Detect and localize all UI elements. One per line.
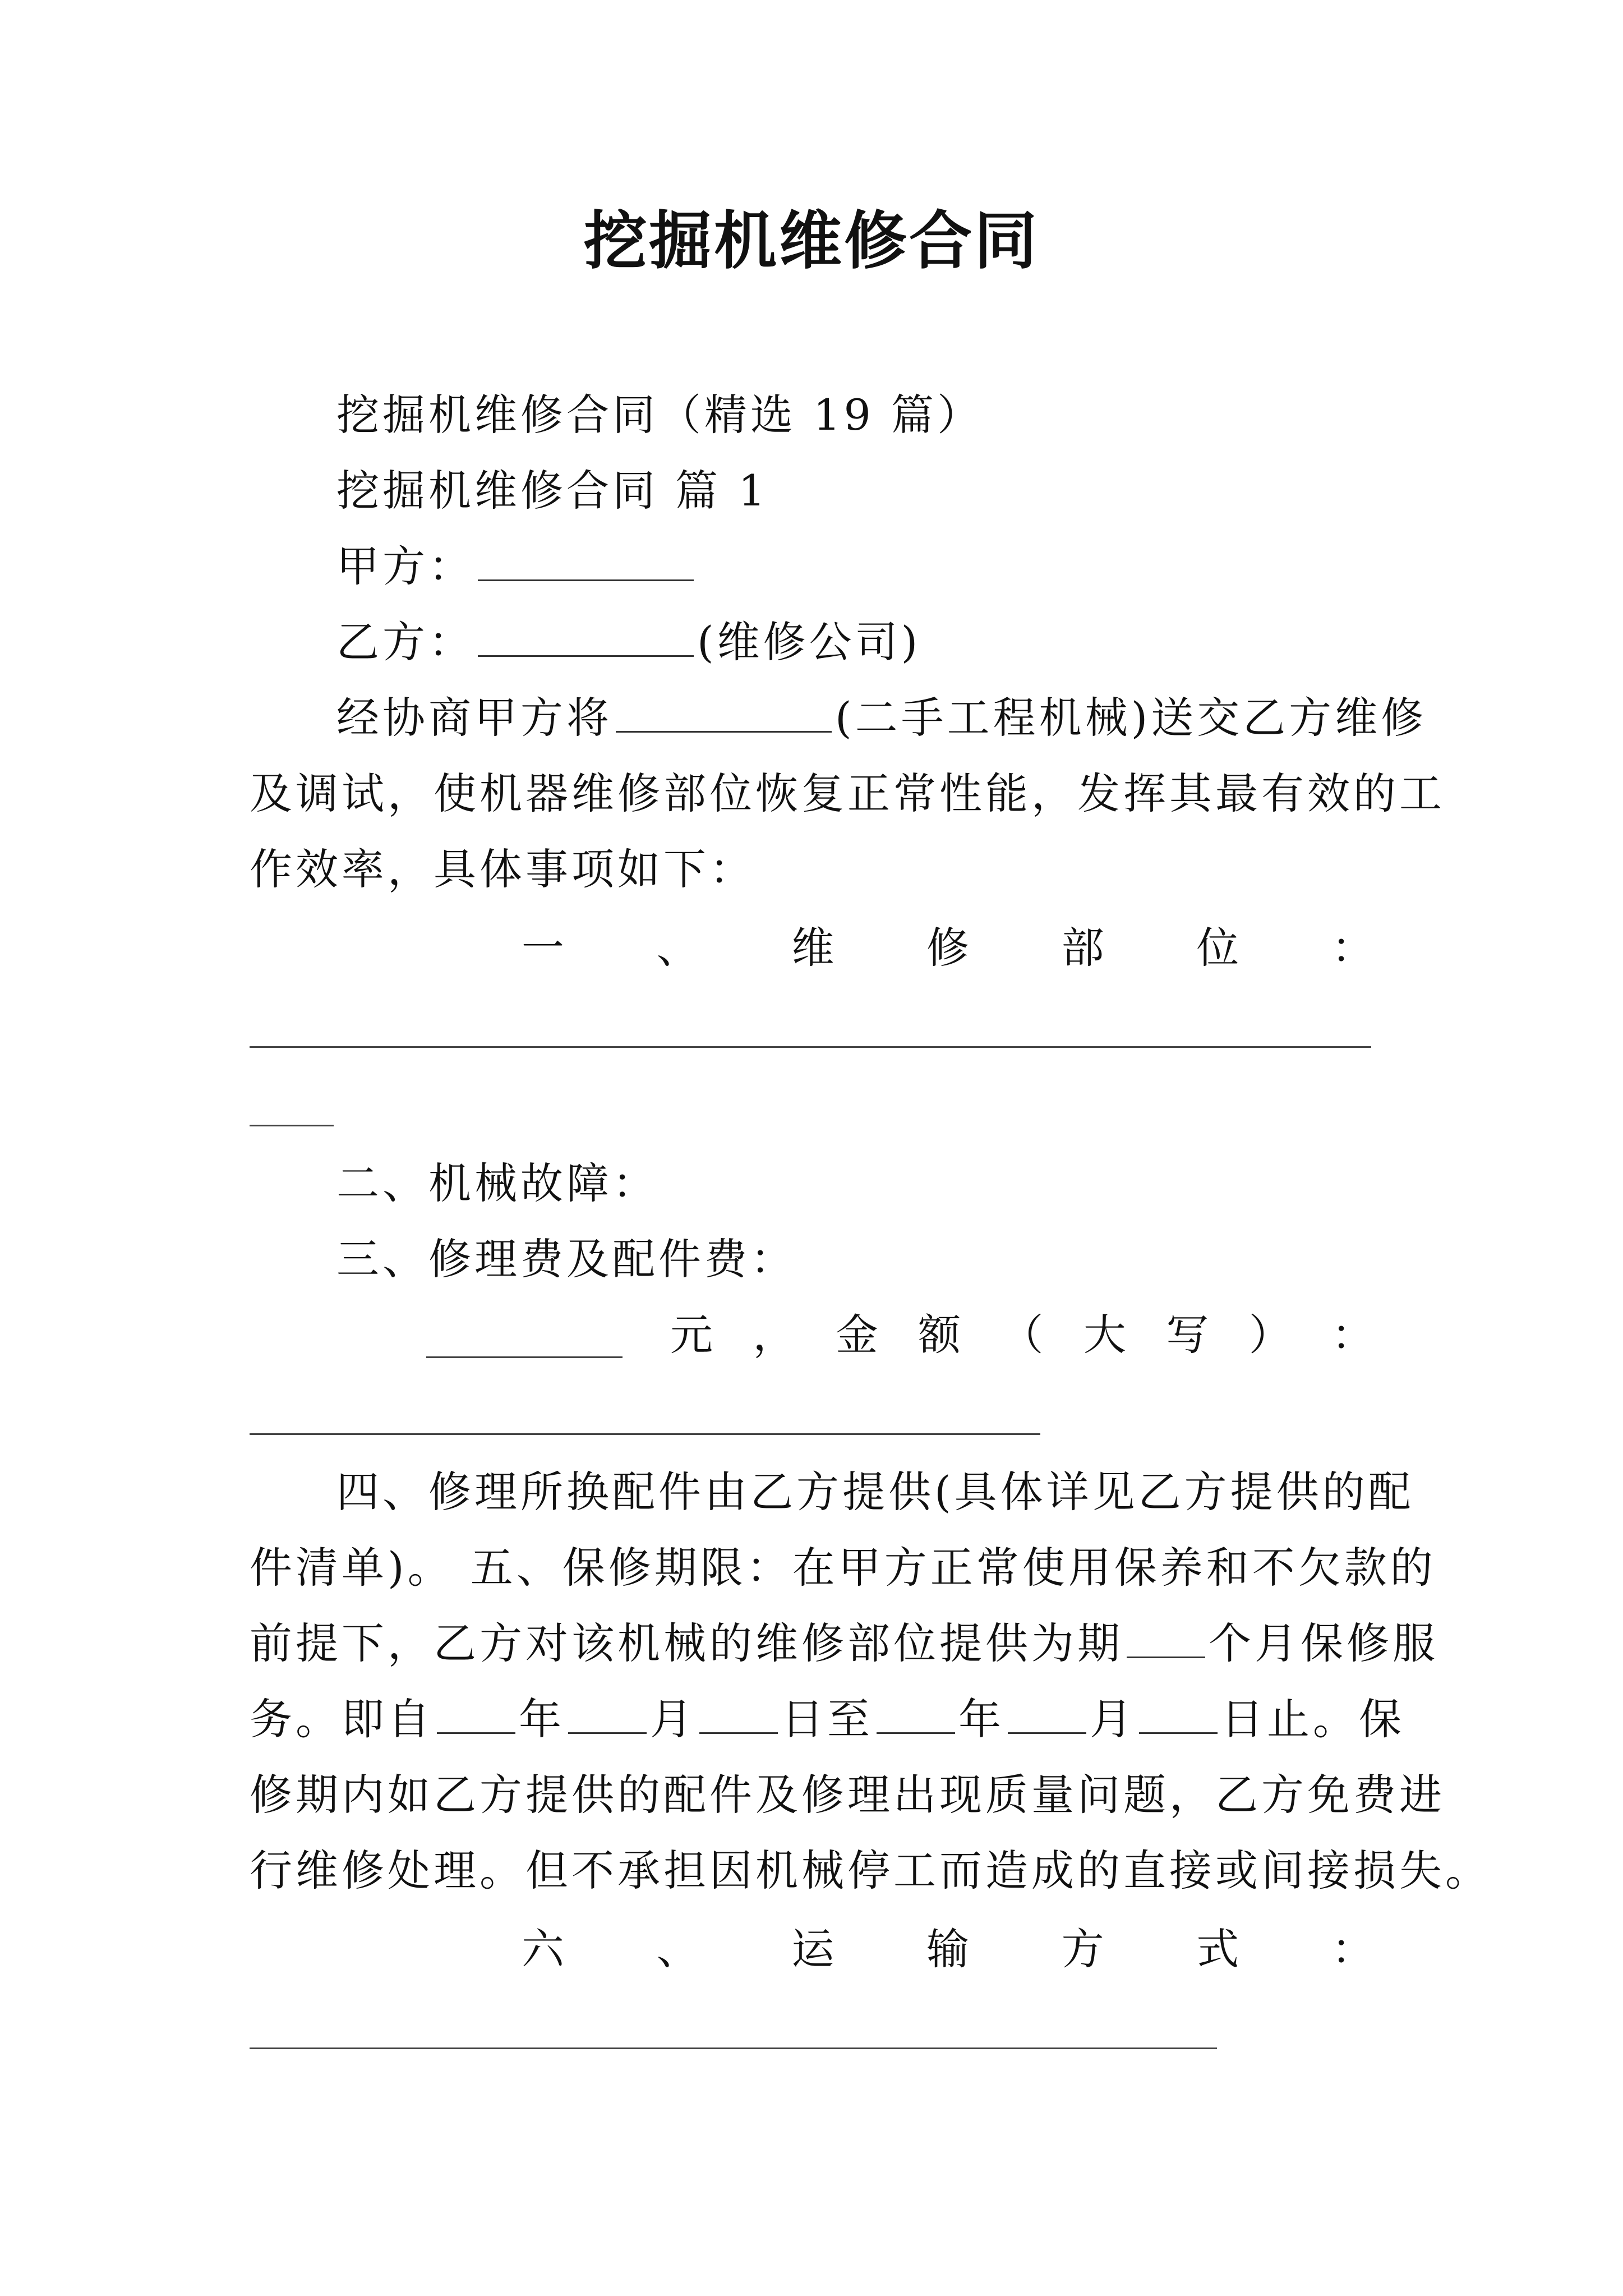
chapter-heading: 挖掘机维修合同 篇 1 (336, 466, 769, 516)
section-1-char: 、 (656, 923, 699, 973)
section-1-char: 位 (1196, 923, 1239, 973)
section-1-char: 一 (522, 923, 564, 973)
amount-char: 金 (835, 1310, 878, 1360)
intro-suffix: (二手工程机械)送交乙方维修 (835, 693, 1427, 743)
section-2-heading: 二、机械故障： (336, 1158, 658, 1208)
section-6-char: 运 (791, 1924, 834, 1974)
amount-blank (426, 1356, 623, 1358)
section-1-char: 部 (1061, 923, 1104, 973)
document-subtitle: 挖掘机维修合同（精选 19 篇） (336, 390, 984, 440)
section-6-heading (522, 1921, 1374, 1977)
section-1-blank-line (250, 1046, 1371, 1048)
date-text: 年 (958, 1694, 1004, 1744)
section-1-blank-line-short (250, 1125, 334, 1126)
section-6-blank-line (250, 2047, 1217, 2049)
para-4-line-1: 四、修理所换配件由乙方提供(具体详见乙方提供的配 (336, 1467, 1414, 1517)
intro-prefix: 经协商甲方将 (336, 693, 612, 743)
section-1-char: ： (1331, 923, 1374, 973)
party-a-blank (478, 540, 694, 581)
date-text: 日至 (781, 1694, 873, 1744)
intro-line-3: 作效率，具体事项如下： (250, 844, 755, 894)
amount-char: 元 (670, 1310, 713, 1360)
end-year-blank (877, 1693, 955, 1734)
section-6-char: 方 (1061, 1924, 1104, 1974)
document-title: 挖掘机维修合同 (584, 204, 1039, 278)
amount-char: ： (1331, 1310, 1374, 1360)
end-day-blank (1139, 1693, 1218, 1734)
party-b-blank (478, 616, 694, 657)
party-a-line (336, 539, 697, 595)
date-text: 日止。保 (1221, 1694, 1405, 1744)
amount-char: ， (753, 1310, 796, 1360)
start-month-blank (568, 1693, 647, 1734)
section-6-char: 六 (522, 1924, 564, 1974)
para-4-line-4 (250, 1691, 1405, 1747)
end-month-blank (1008, 1693, 1086, 1734)
party-b-suffix: (维修公司) (697, 617, 921, 667)
amount-line (670, 1307, 1374, 1363)
para-4-line-2: 件清单)。 五、保修期限：在甲方正常使用保养和不欠款的 (250, 1543, 1436, 1593)
equipment-blank (616, 692, 832, 733)
party-b-label: 乙方： (336, 617, 474, 667)
warranty-months-blank (1127, 1617, 1205, 1658)
date-text: 年 (519, 1694, 565, 1744)
party-b-line (336, 614, 921, 670)
date-text: 务。即自 (250, 1694, 434, 1744)
warranty-prefix: 前提下，乙方对该机械的维修部位提供为期 (250, 1618, 1123, 1668)
amount-char: ） (1248, 1310, 1292, 1360)
amount-char: 写 (1166, 1310, 1209, 1360)
date-text: 月 (650, 1694, 696, 1744)
amount-char: 额 (918, 1310, 961, 1360)
section-6-char: 、 (656, 1924, 699, 1974)
amount-char: 大 (1083, 1310, 1126, 1360)
para-4-line-3 (250, 1616, 1438, 1672)
amount-uppercase-blank (250, 1433, 1040, 1435)
section-3-heading: 三、修理费及配件费： (336, 1234, 796, 1284)
section-1-heading (522, 920, 1374, 976)
start-day-blank (699, 1693, 778, 1734)
para-4-line-6: 行维修处理。但不承担因机械停工而造成的直接或间接损失。 (250, 1846, 1491, 1895)
start-year-blank (437, 1693, 515, 1734)
section-1-char: 维 (791, 923, 834, 973)
intro-line-2: 及调试，使机器维修部位恢复正常性能，发挥其最有效的工 (250, 769, 1445, 818)
section-1-char: 修 (926, 923, 969, 973)
intro-line-1 (336, 690, 1427, 746)
section-6-char: 输 (926, 1924, 969, 1974)
party-a-label: 甲方： (336, 541, 474, 591)
para-4-line-5: 修期内如乙方提供的配件及修理出现质量问题，乙方免费进 (250, 1770, 1445, 1820)
amount-char: （ (1000, 1310, 1044, 1360)
date-text: 月 (1090, 1694, 1136, 1744)
section-6-char: ： (1331, 1924, 1374, 1974)
warranty-suffix: 个月保修服 (1209, 1618, 1438, 1668)
section-6-char: 式 (1196, 1924, 1239, 1974)
